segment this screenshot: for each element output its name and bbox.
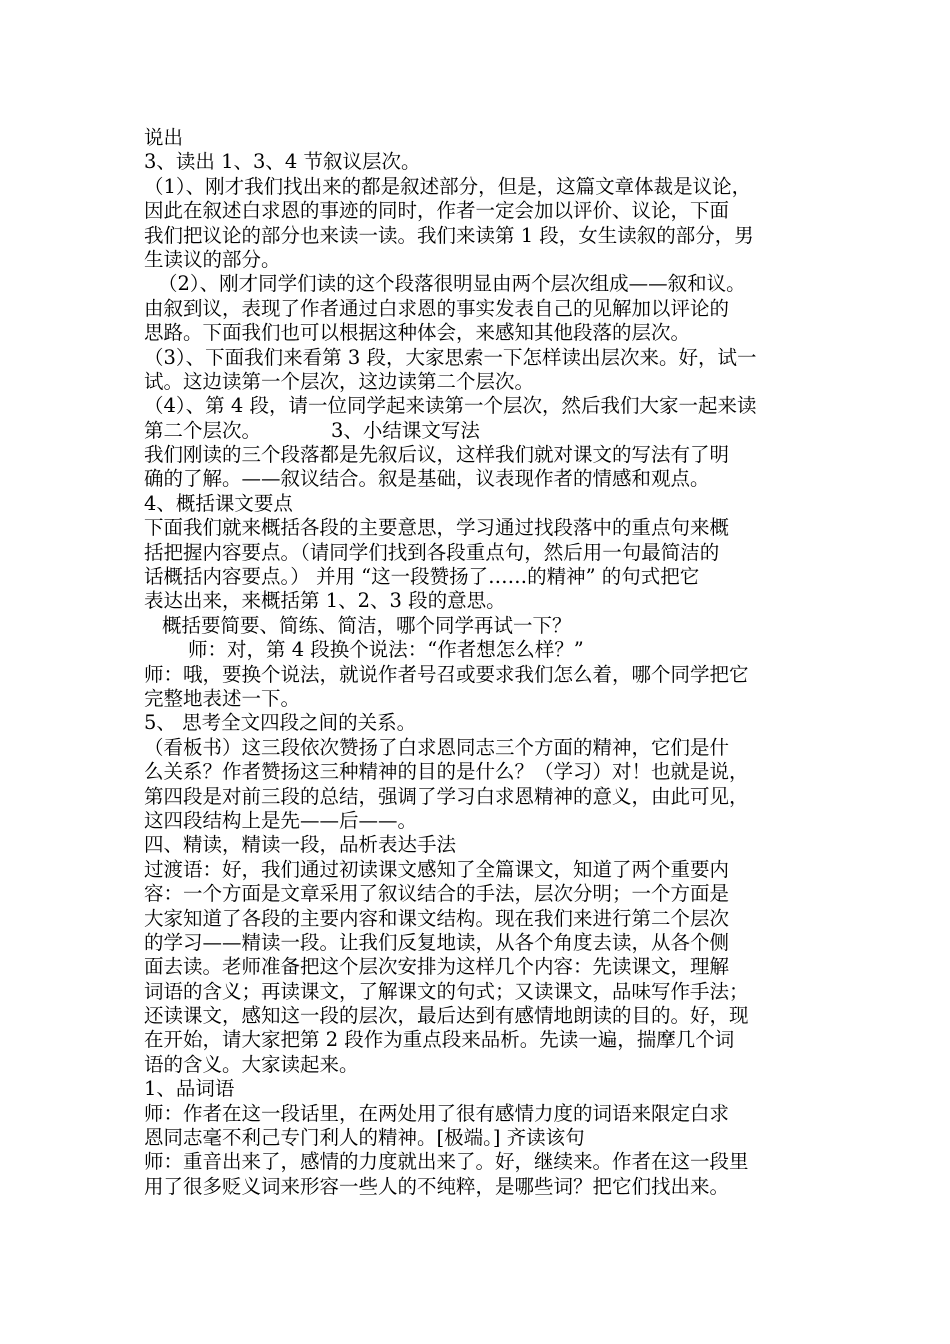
text-line: 么关系？作者赞扬这三种精神的目的是什么？（学习）对！也就是说， xyxy=(144,760,749,784)
text-line: 思路。下面我们也可以根据这种体会，来感知其他段落的层次。 xyxy=(144,321,691,345)
text-line: 在开始，请大家把第 2 段作为重点段来品析。先读一遍，揣摩几个词 xyxy=(144,1028,735,1052)
text-line: （1）、刚才我们找出来的都是叙述部分，但是，这篇文章体裁是议论， xyxy=(144,174,752,198)
text-line: 师：哦，要换个说法，就说作者号召或要求我们怎么着，哪个同学把它 xyxy=(144,662,749,686)
text-line: 话概括内容要点。） 并用 “这一段赞扬了……的精神” 的句式把它 xyxy=(144,565,700,589)
text-line: 由叙到议，表现了作者通过白求恩的事实发表自己的见解加以评论的 xyxy=(144,296,730,320)
text-line: 用了很多贬义词来形容一些人的不纯粹，是哪些词？把它们找出来。 xyxy=(144,1174,730,1198)
text-line-with-heading xyxy=(144,419,824,443)
text-line: 表达出来，来概括第 1、2、3 段的意思。 xyxy=(144,589,506,613)
text-line: 我们把议论的部分也来读一读。我们来读第 1 段，女生读叙的部分，男 xyxy=(144,223,754,247)
text-line: 说出 xyxy=(144,126,184,149)
section-heading: 3、小结课文写法 xyxy=(331,418,480,442)
text-line: 词语的含义；再读课文，了解课文的句式；又读课文，品味写作手法； xyxy=(144,979,749,1003)
text-line: 下面我们就来概括各段的主要意思，学习通过找段落中的重点句来概 xyxy=(144,516,730,540)
text-line: （看板书）这三段依次赞扬了白求恩同志三个方面的精神，它们是什 xyxy=(144,735,730,759)
section-heading: 4、概括课文要点 xyxy=(144,491,293,515)
text-line: 面去读。老师准备把这个层次安排为这样几个内容：先读课文，理解 xyxy=(144,955,730,979)
text-line: 因此在叙述白求恩的事迹的同时，作者一定会加以评价、议论，下面 xyxy=(144,199,730,223)
text-line: 大家知道了各段的主要内容和课文结构。现在我们来进行第二个层次 xyxy=(144,906,730,930)
text-line: 师：作者在这一段话里，在两处用了很有感情力度的词语来限定白求 xyxy=(144,1101,730,1125)
text-line: 试。这边读第一个层次，这边读第二个层次。 xyxy=(144,369,535,393)
text-line: 师：重音出来了，感情的力度就出来了。好，继续来。作者在这一段里 xyxy=(144,1150,749,1174)
text-line: 的学习——精读一段。让我们反复地读，从各个角度去读，从各个侧 xyxy=(144,930,730,954)
text-line: 还读课文，感知这一段的层次，最后达到有感情地朗读的目的。好，现 xyxy=(144,1004,749,1028)
text-line: 生读议的部分。 xyxy=(144,247,281,271)
section-heading: 1、品词语 xyxy=(144,1077,235,1101)
section-heading: 四、精读，精读一段，品析表达手法 xyxy=(144,833,457,857)
text-line: 概括要简要、简练、简洁，哪个同学再试一下？ xyxy=(162,613,572,637)
text-line: 恩同志毫不利己专门利人的精神。[极端。] 齐读该句 xyxy=(144,1126,585,1150)
section-heading: 3、读出 1、3、4 节叙议层次。 xyxy=(144,150,421,174)
text-line: 语的含义。大家读起来。 xyxy=(144,1052,359,1076)
text-line: 过渡语：好，我们通过初读课文感知了全篇课文，知道了两个重要内 xyxy=(144,857,730,881)
text-line: 完整地表述一下。 xyxy=(144,686,301,710)
text-line: （4）、第 4 段，请一位同学起来读第一个层次，然后我们大家一起来读 xyxy=(144,394,757,418)
text-line: 括把握内容要点。（请同学们找到各段重点句，然后用一句最简洁的 xyxy=(144,540,720,564)
text-line: 确的了解。——叙议结合。叙是基础，议表现作者的情感和观点。 xyxy=(144,467,710,491)
text-line: 第四段是对前三段的总结，强调了学习白求恩精神的意义，由此可见， xyxy=(144,784,749,808)
text-line: 容：一个方面是文章采用了叙议结合的手法，层次分明；一个方面是 xyxy=(144,882,730,906)
text-line: 我们刚读的三个段落都是先叙后议，这样我们就对课文的写法有了明 xyxy=(144,443,730,467)
text-line: 师：对，第 4 段换个说法：“作者想怎么样？” xyxy=(188,638,584,662)
text-line: 这四段结构上是先——后——。 xyxy=(144,808,418,832)
text-line: （2）、刚才同学们读的这个段落很明显由两个层次组成——叙和议。 xyxy=(158,272,746,296)
section-heading: 5、 思考全文四段之间的关系。 xyxy=(144,711,417,735)
document-page xyxy=(144,126,824,1199)
text-fragment: 第二个层次。 xyxy=(144,418,262,442)
text-line: （3）、下面我们来看第 3 段，大家思索一下怎样读出层次来。好，试一 xyxy=(144,345,757,369)
